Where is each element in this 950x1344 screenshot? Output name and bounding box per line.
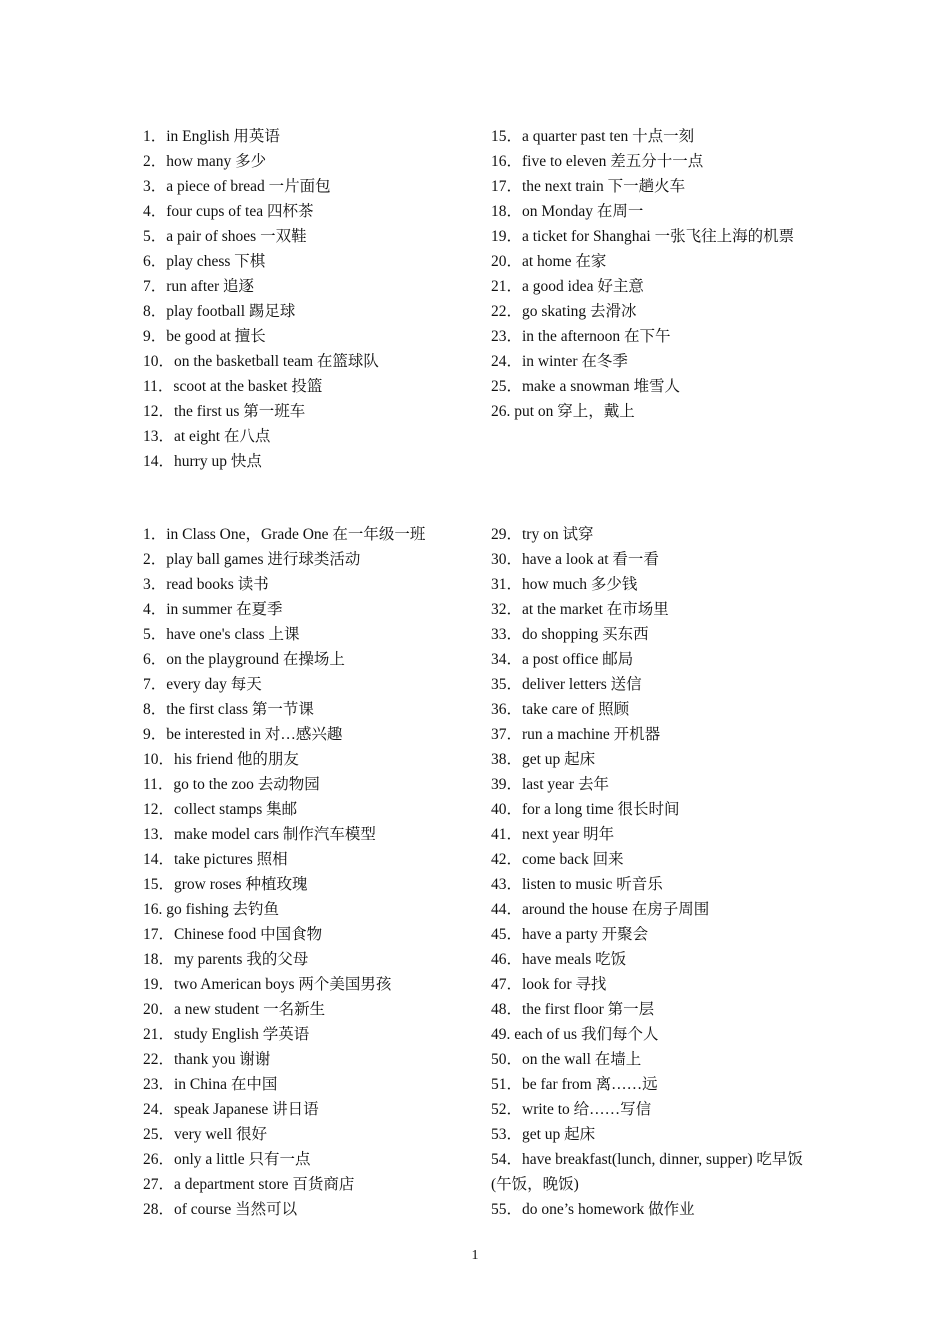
- vocab-entry: 47．look for 寻找: [491, 976, 607, 993]
- vocab-entry: 12．the first us 第一班车: [143, 403, 306, 420]
- vocab-entry: 3．read books 读书: [143, 576, 269, 593]
- vocab-entry: 30．have a look at 看一看: [491, 551, 659, 568]
- vocab-entry: 21．study English 学英语: [143, 1026, 310, 1043]
- vocab-entry: 43．listen to music 听音乐: [491, 876, 663, 893]
- vocab-entry: 16. go fishing 去钓鱼: [143, 901, 280, 918]
- vocab-entry: 25．make a snowman 堆雪人: [491, 378, 680, 395]
- vocab-entry: 48．the first floor 第一层: [491, 1001, 655, 1018]
- vocab-entry: 3．a piece of bread 一片面包: [143, 178, 331, 195]
- page-number: 1: [471, 1248, 479, 1263]
- vocab-entry: 34．a post office 邮局: [491, 651, 634, 668]
- vocab-entry: 1．in Class One，Grade One 在一年级一班: [143, 526, 426, 543]
- section2-left-column: [143, 522, 473, 1222]
- vocab-entry: 17．the next train 下一趟火车: [491, 178, 686, 195]
- vocab-entry: 24．in winter 在冬季: [491, 353, 628, 370]
- vocab-entry: 17．Chinese food 中国食物: [143, 926, 323, 943]
- vocab-entry: 4．four cups of tea 四杯茶: [143, 203, 314, 220]
- vocab-entry: 6．on the playground 在操场上: [143, 651, 345, 668]
- vocab-entry: 22．go skating 去滑冰: [491, 303, 637, 320]
- vocab-entry: 19．a ticket for Shanghai 一张飞往上海的机票: [491, 228, 795, 245]
- vocab-entry: 29．try on 试穿: [491, 526, 594, 543]
- vocab-entry: 20．a new student 一名新生: [143, 1001, 326, 1018]
- vocab-entry: 26．only a little 只有一点: [143, 1151, 311, 1168]
- vocab-entry: 4．in summer 在夏季: [143, 601, 283, 618]
- vocab-entry: 25．very well 很好: [143, 1126, 267, 1143]
- vocab-entry: 20．at home 在家: [491, 253, 607, 270]
- vocab-entry: 26. put on 穿上，戴上: [491, 403, 635, 420]
- vocab-entry: 18．my parents 我的父母: [143, 951, 309, 968]
- vocab-entry: 7．run after 追逐: [143, 278, 255, 295]
- vocab-entry: 27．a department store 百货商店: [143, 1176, 355, 1193]
- vocab-entry: 18．on Monday 在周一: [491, 203, 644, 220]
- vocab-entry: 22．thank you 谢谢: [143, 1051, 271, 1068]
- vocab-entry: 23．in the afternoon 在下午: [491, 328, 671, 345]
- vocab-entry: 46．have meals 吃饭: [491, 951, 627, 968]
- vocab-entry: 11．scoot at the basket 投篮: [143, 378, 323, 395]
- vocab-entry: 10．his friend 他的朋友: [143, 751, 299, 768]
- vocab-entry: 2．play ball games 进行球类活动: [143, 551, 361, 568]
- vocab-entry: 8．play football 踢足球: [143, 303, 296, 320]
- vocab-entry: 51．be far from 离……远: [491, 1076, 658, 1093]
- vocab-entry: 40．for a long time 很长时间: [491, 801, 680, 818]
- vocab-entry: 37．run a machine 开机器: [491, 726, 661, 743]
- vocab-entry: 24．speak Japanese 讲日语: [143, 1101, 319, 1118]
- vocab-entry: 13．at eight 在八点: [143, 428, 271, 445]
- vocab-entry: 14．hurry up 快点: [143, 453, 262, 470]
- vocab-entry: 2．how many 多少: [143, 153, 267, 170]
- vocab-entry: 31．how much 多少钱: [491, 576, 638, 593]
- vocab-entry: 38．get up 起床: [491, 751, 596, 768]
- vocab-entry: 1．in English 用英语: [143, 128, 280, 145]
- vocab-entry: 14．take pictures 照相: [143, 851, 288, 868]
- section2-right-column: [491, 522, 811, 1222]
- vocab-entry: 44．around the house 在房子周围: [491, 901, 710, 918]
- vocab-entry: 32．at the market 在市场里: [491, 601, 669, 618]
- vocab-entry: 15．a quarter past ten 十点一刻: [491, 128, 695, 145]
- vocab-entry: 52．write to 给……写信: [491, 1101, 652, 1118]
- vocab-entry: 5．have one's class 上课: [143, 626, 300, 643]
- vocab-entry: 23．in China 在中国: [143, 1076, 278, 1093]
- vocab-entry: 9．be interested in 对…感兴趣: [143, 726, 343, 743]
- vocab-entry: 39．last year 去年: [491, 776, 609, 793]
- vocab-entry: 11．go to the zoo 去动物园: [143, 776, 320, 793]
- vocab-entry: 12．collect stamps 集邮: [143, 801, 298, 818]
- vocab-entry: 15．grow roses 种植玫瑰: [143, 876, 308, 893]
- vocab-entry: 33．do shopping 买东西: [491, 626, 649, 643]
- vocab-entry: 35．deliver letters 送信: [491, 676, 642, 693]
- vocab-entry: 16．five to eleven 差五分十一点: [491, 153, 704, 170]
- vocab-entry: 28．of course 当然可以: [143, 1201, 298, 1218]
- vocab-entry: 9．be good at 擅长: [143, 328, 266, 345]
- vocab-entry: 21．a good idea 好主意: [491, 278, 644, 295]
- section1-right-column: [491, 124, 811, 424]
- vocab-entry: 55．do one’s homework 做作业: [491, 1201, 695, 1218]
- vocab-entry: 5．a pair of shoes 一双鞋: [143, 228, 307, 245]
- vocab-entry: 6．play chess 下棋: [143, 253, 266, 270]
- vocab-entry: 8．the first class 第一节课: [143, 701, 314, 718]
- vocab-entry: 50．on the wall 在墙上: [491, 1051, 642, 1068]
- vocab-entry: 10．on the basketball team 在篮球队: [143, 353, 379, 370]
- vocab-entry: 7．every day 每天: [143, 676, 262, 693]
- vocab-entry: 45．have a party 开聚会: [491, 926, 649, 943]
- vocab-entry: 36．take care of 照顾: [491, 701, 630, 718]
- vocab-entry: 19．two American boys 两个美国男孩: [143, 976, 392, 993]
- vocab-entry: 49. each of us 我们每个人: [491, 1026, 659, 1043]
- vocab-entry: 53．get up 起床: [491, 1126, 596, 1143]
- vocab-entry: 54．have breakfast(lunch, dinner, supper) 吃早饭(午饭，晚饭): [491, 1151, 803, 1193]
- section1-left-column: [143, 124, 473, 474]
- vocab-entry: 13．make model cars 制作汽车模型: [143, 826, 376, 843]
- vocab-entry: 42．come back 回来: [491, 851, 624, 868]
- vocab-entry: 41．next year 明年: [491, 826, 615, 843]
